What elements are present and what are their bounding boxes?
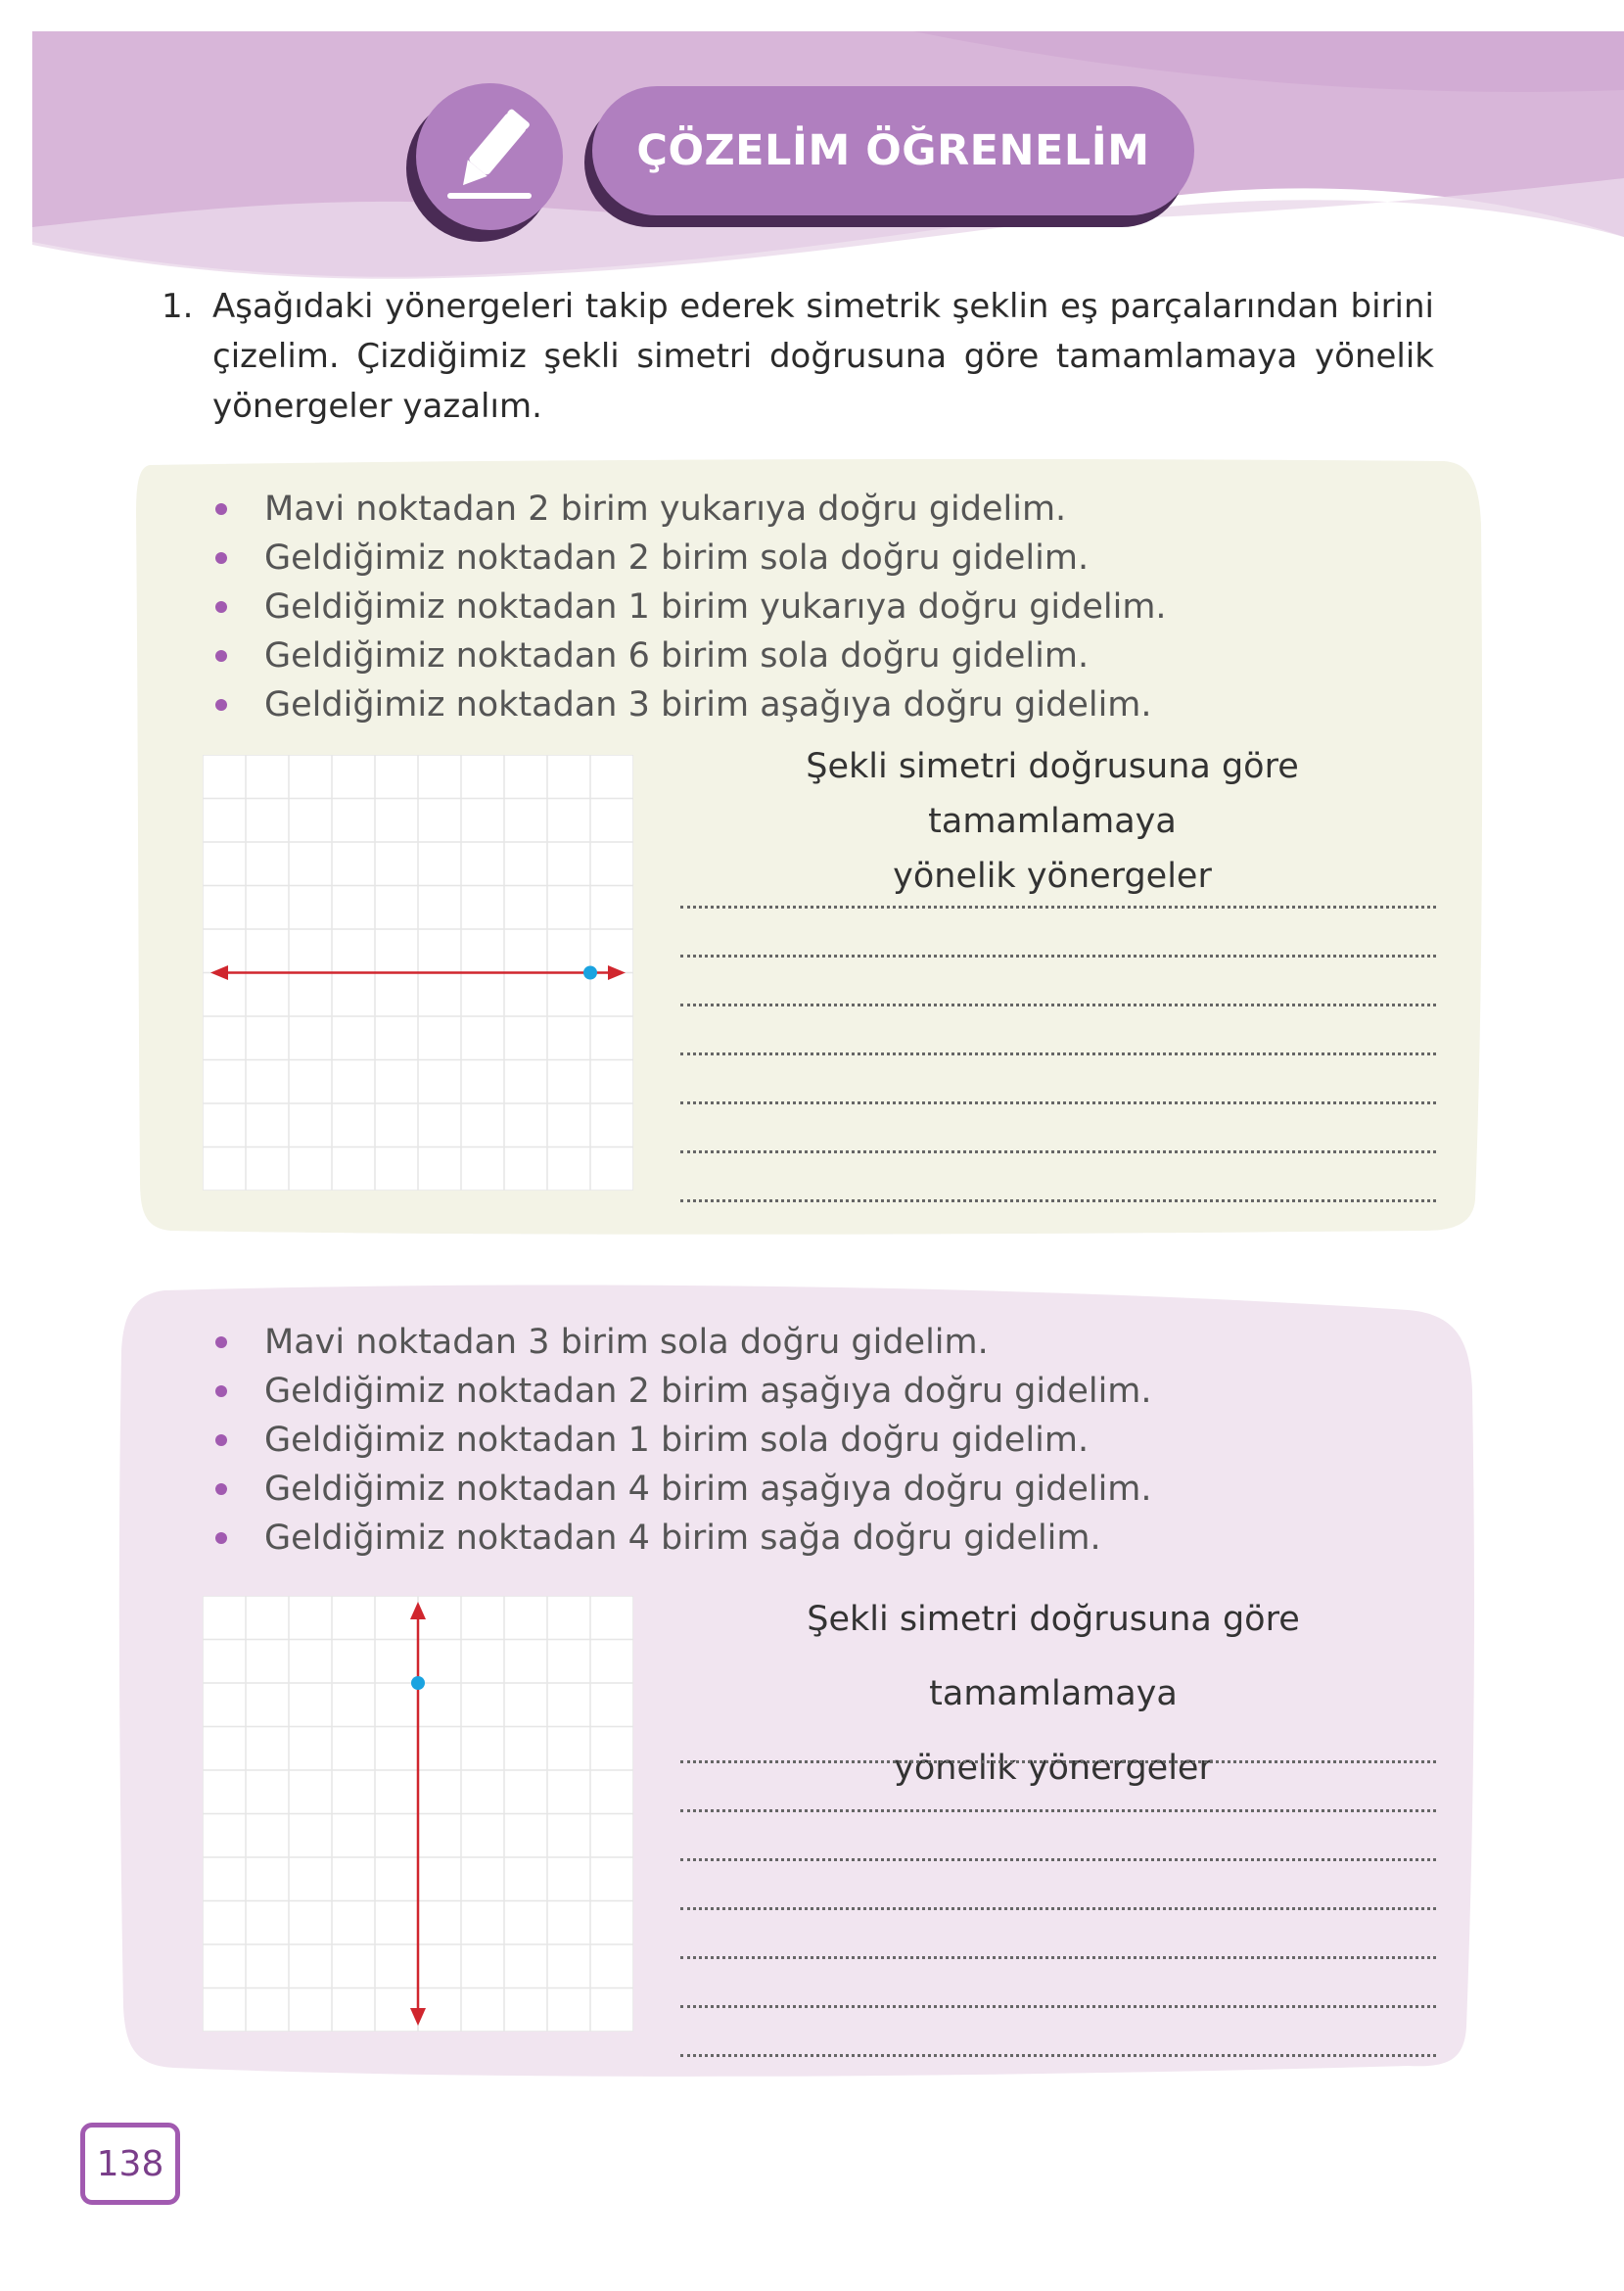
bullet-icon bbox=[215, 1532, 227, 1544]
answer-subheading-2: Şekli simetri doğrusuna göre tamamlamaya yönelik yönergeler bbox=[807, 1600, 1300, 1788]
answer-line[interactable] bbox=[680, 1809, 1436, 1812]
list-item: Geldiğimiz noktadan 1 birim sola doğru gidelim. bbox=[215, 1416, 1152, 1465]
section-title: ÇÖZELİM ÖĞRENELİM bbox=[636, 126, 1150, 175]
instruction-list-1 bbox=[215, 485, 1167, 729]
bullet-icon bbox=[215, 699, 227, 711]
list-item: Mavi noktadan 3 birim sola doğru gidelim. bbox=[215, 1318, 1152, 1367]
answer-subheading-1: Şekli simetri doğrusuna göre tamamlamaya yönelik yönergeler bbox=[806, 747, 1299, 896]
drawing-grid-2[interactable] bbox=[203, 1596, 633, 2032]
answer-line[interactable] bbox=[680, 1052, 1436, 1055]
pencil-icon bbox=[416, 83, 563, 230]
bullet-icon bbox=[215, 503, 227, 515]
page-number-label: 138 bbox=[96, 2143, 164, 2184]
list-item: Geldiğimiz noktadan 6 birim sola doğru gidelim. bbox=[215, 631, 1167, 680]
answer-line[interactable] bbox=[680, 1760, 1436, 1763]
start-dot bbox=[583, 966, 597, 980]
answer-line[interactable] bbox=[680, 1907, 1436, 1910]
bullet-icon bbox=[215, 1483, 227, 1495]
drawing-grid-1[interactable] bbox=[203, 755, 633, 1191]
bullet-icon bbox=[215, 601, 227, 613]
bullet-icon bbox=[215, 1385, 227, 1397]
bullet-icon bbox=[215, 1434, 227, 1446]
answer-line[interactable] bbox=[680, 1956, 1436, 1959]
answer-line[interactable] bbox=[680, 955, 1436, 958]
list-item: Geldiğimiz noktadan 1 birim yukarıya doğru gidelim. bbox=[215, 583, 1167, 631]
section-title-pill bbox=[592, 86, 1194, 215]
bullet-icon bbox=[215, 552, 227, 564]
page-number bbox=[80, 2123, 180, 2205]
answer-line[interactable] bbox=[680, 1004, 1436, 1006]
instruction-list-2 bbox=[215, 1318, 1152, 1563]
answer-line[interactable] bbox=[680, 1858, 1436, 1861]
answer-line[interactable] bbox=[680, 906, 1436, 909]
question-text: Aşağıdaki yönergeleri takip ederek simetrik şeklin eş parçalarından birini çizelim. Çizdiğimiz şekli simetri doğrusuna göre tamamlamaya yönelik yönergeler yazalım. bbox=[212, 287, 1434, 426]
answer-line[interactable] bbox=[680, 1150, 1436, 1153]
list-item: Geldiğimiz noktadan 2 birim sola doğru gidelim. bbox=[215, 534, 1167, 583]
answer-line[interactable] bbox=[680, 1199, 1436, 1202]
start-dot bbox=[411, 1676, 425, 1690]
bullet-icon bbox=[215, 1336, 227, 1348]
question-number: 1. bbox=[162, 287, 194, 326]
list-item: Mavi noktadan 2 birim yukarıya doğru gidelim. bbox=[215, 485, 1167, 534]
answer-line[interactable] bbox=[680, 2005, 1436, 2008]
exercise-panel-2 bbox=[116, 1273, 1476, 2085]
bullet-icon bbox=[215, 650, 227, 662]
answer-line[interactable] bbox=[680, 1101, 1436, 1104]
list-item: Geldiğimiz noktadan 4 birim sağa doğru gidelim. bbox=[215, 1514, 1152, 1563]
list-item: Geldiğimiz noktadan 4 birim aşağıya doğru gidelim. bbox=[215, 1465, 1152, 1514]
list-item: Geldiğimiz noktadan 3 birim aşağıya doğru gidelim. bbox=[215, 680, 1167, 729]
list-item: Geldiğimiz noktadan 2 birim aşağıya doğru gidelim. bbox=[215, 1367, 1152, 1416]
pencil-badge bbox=[416, 83, 563, 230]
answer-line[interactable] bbox=[680, 2054, 1436, 2057]
exercise-panel-1 bbox=[132, 455, 1483, 1239]
